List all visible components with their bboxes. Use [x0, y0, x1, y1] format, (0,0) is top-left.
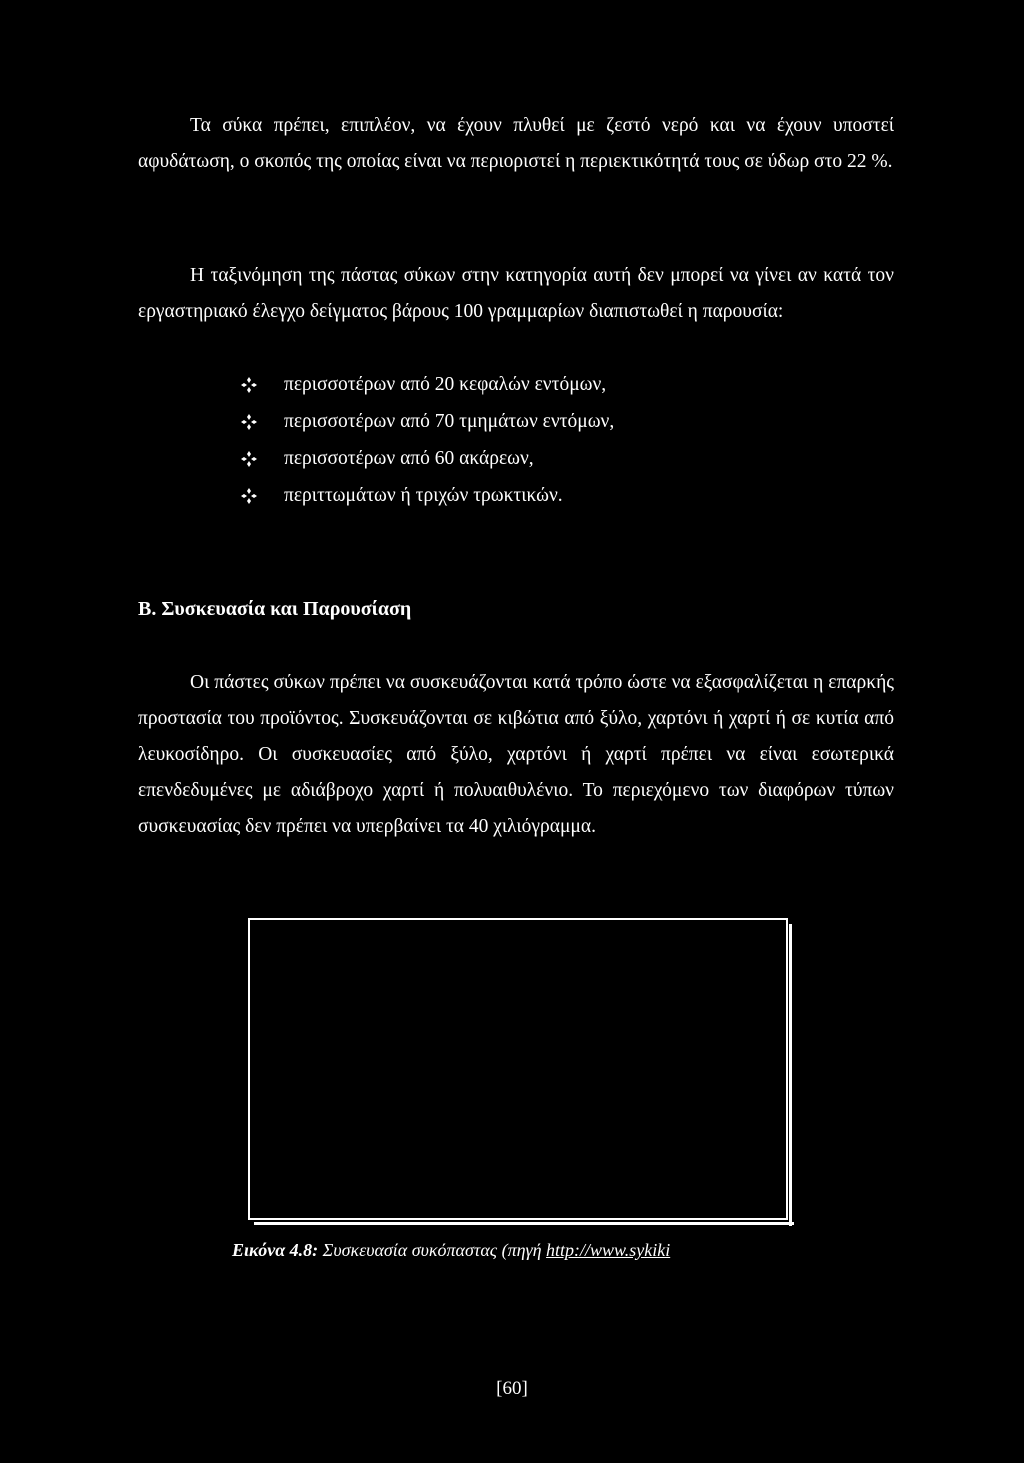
section-heading: Β. Συσκευασία και Παρουσίαση — [138, 598, 412, 620]
list-item-text: περισσοτέρων από 60 ακάρεων, — [284, 448, 534, 469]
four-diamond-bullet-icon — [240, 487, 258, 505]
paragraph-classification: Η ταξινόμηση της πάστας σύκων στην κατηγορία αυτή δεν μπορεί να γίνει αν κατά τον εργαστηριακό έλεγχο δείγματος βάρους 100 γραμμαρίων διαπιστωθεί η παρουσία: — [138, 265, 894, 322]
figure-image-placeholder — [248, 918, 788, 1220]
list-item-text: περισσοτέρων από 70 τμημάτων εντόμων, — [284, 411, 615, 432]
caption-text: Συσκευασία συκόπαστας (πηγή — [318, 1240, 547, 1260]
figure-caption — [232, 1240, 670, 1261]
paragraph-packaging: Οι πάστες σύκων πρέπει να συσκευάζονται κατά τρόπο ώστε να εξασφαλίζεται η επαρκής προστασία του προϊόντος. Συσκευάζονται σε κιβώτια από ξύλο, χαρτόνι ή χαρτί ή σε κυτία από λευκοσίδηρο. Οι συσκευασίες από ξύλο, χαρτόνι ή χαρτί πρέπει να είναι εσωτερικά επενδεδυμένες με αδιάβροχο χαρτί ή πολυαιθυλένιο. Το περιεχόμενο των διαφόρων τύπων συσκευασίας δεν πρέπει να υπερβαίνει τα 40 χιλιόγραμμα. — [138, 672, 894, 837]
list-item — [240, 477, 614, 514]
list-item — [240, 440, 614, 477]
page-number: [60] — [496, 1378, 528, 1399]
list-item — [240, 366, 614, 403]
four-diamond-bullet-icon — [240, 413, 258, 431]
contaminant-list — [240, 366, 614, 514]
caption-source-link[interactable]: http://www.sykiki — [546, 1240, 671, 1260]
list-item — [240, 403, 614, 440]
list-item-text: περισσοτέρων από 20 κεφαλών εντόμων, — [284, 374, 607, 395]
paragraph-dehydration: Τα σύκα πρέπει, επιπλέον, να έχουν πλυθεί με ζεστό νερό και να έχουν υποστεί αφυδάτωση, ο σκοπός της οποίας είναι να περιοριστεί η περιεκτικότητά τους σε ύδωρ στο 22 %. — [138, 115, 894, 172]
list-item-text: περιττωμάτων ή τριχών τρωκτικών. — [284, 485, 563, 506]
four-diamond-bullet-icon — [240, 376, 258, 394]
caption-label: Εικόνα 4.8: — [232, 1240, 319, 1260]
four-diamond-bullet-icon — [240, 450, 258, 468]
